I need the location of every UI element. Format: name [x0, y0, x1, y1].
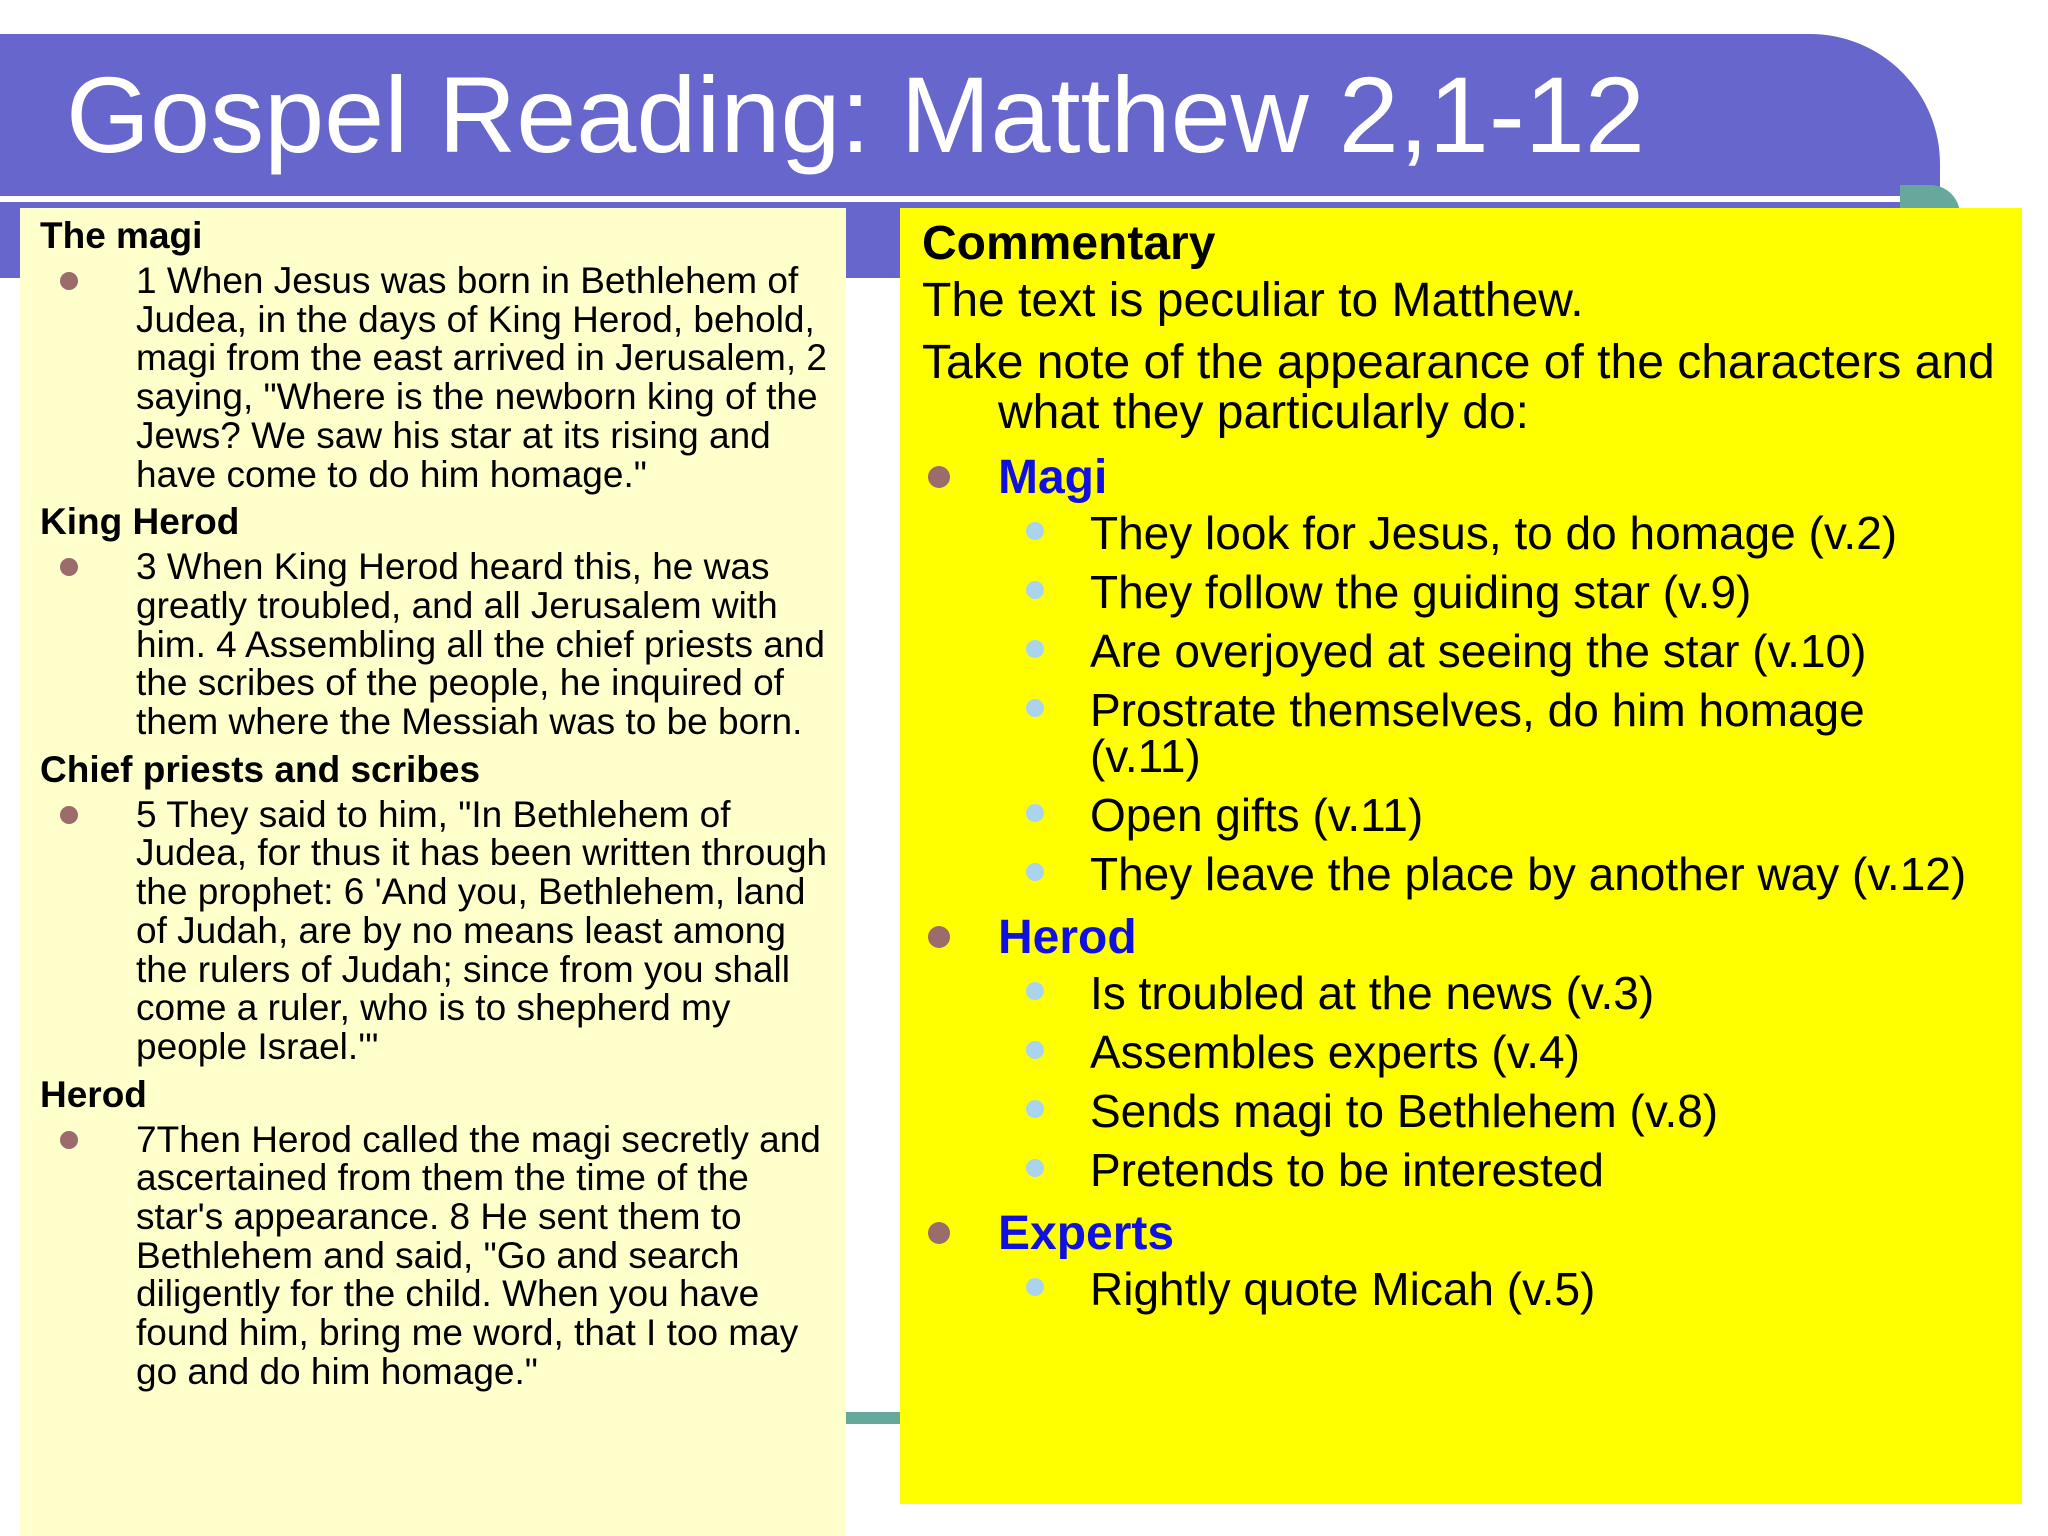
verse-item [40, 1118, 846, 1392]
verse-item [40, 262, 846, 494]
commentary-heading: Commentary [922, 217, 1216, 270]
bullet-icon [60, 1131, 78, 1149]
action-item [922, 967, 2022, 1019]
verse-item [40, 793, 846, 1067]
bullet-icon [1026, 982, 1044, 1000]
scripture-panel [20, 208, 846, 1536]
bullet-icon [60, 272, 78, 290]
character-magi [922, 450, 2022, 506]
character-experts [922, 1206, 2022, 1262]
action-text: Pretends to be interested [1090, 1144, 1604, 1196]
bullet-icon [1026, 1278, 1044, 1296]
action-item [922, 625, 2022, 677]
character-name: Experts [998, 1207, 1175, 1260]
section-heading: King Herod [40, 501, 240, 543]
action-text: Are overjoyed at seeing the star (v.10) [1090, 625, 1867, 677]
action-item [922, 1026, 2022, 1078]
commentary-panel [900, 208, 2022, 1504]
action-item [922, 1085, 2022, 1137]
action-text: Prostrate themselves, do him homage (v.11) [1090, 684, 1865, 782]
bullet-icon [60, 558, 78, 576]
bullet-icon [1026, 863, 1044, 881]
action-text: Rightly quote Micah (v.5) [1090, 1263, 1596, 1315]
action-item [922, 1144, 2022, 1196]
commentary-intro: The text is peculiar to Matthew. [922, 274, 1584, 327]
action-item [922, 848, 2022, 900]
action-item [922, 507, 2022, 559]
bullet-icon [928, 466, 950, 488]
bullet-icon [1026, 699, 1044, 717]
verse-item [40, 548, 846, 742]
action-item [922, 1263, 2022, 1315]
commentary-instruction: Take note of the appearance of the characters and what they particularly do: [922, 336, 1995, 439]
section-heading: Herod [40, 1073, 147, 1115]
bullet-icon [928, 926, 950, 948]
character-herod [922, 910, 2022, 966]
accent-line [0, 196, 1930, 202]
action-item [922, 789, 2022, 841]
bullet-icon [1026, 581, 1044, 599]
bullet-icon [1026, 1041, 1044, 1059]
action-text: They leave the place by another way (v.12) [1090, 848, 1967, 900]
verse-text: 7Then Herod called the magi secretly and ascertained from them the time of the star's appearance. 8 He sent them to Bethlehem and said, "Go and search diligently for the child. When you have found him, bring me word, that I too may go and do him homage." [136, 1118, 821, 1392]
verse-text: 1 When Jesus was born in Bethlehem of Judea, in the days of King Herod, behold, magi from the east arrived in Jerusalem, 2 saying, "Where is the newborn king of the Jews? We saw his star at its rising and have come to do him homage." [136, 260, 827, 495]
action-text: They follow the guiding star (v.9) [1090, 566, 1752, 618]
section-heading: Chief priests and scribes [40, 748, 481, 790]
bullet-icon [1026, 522, 1044, 540]
section-heading: The magi [40, 215, 203, 256]
slide-title: Gospel Reading: Matthew 2,1-12 [66, 54, 1645, 175]
bullet-icon [928, 1222, 950, 1244]
character-name: Herod [998, 911, 1137, 964]
action-text: Sends magi to Bethlehem (v.8) [1090, 1085, 1719, 1137]
bullet-icon [60, 806, 78, 824]
action-item [922, 566, 2022, 618]
bullet-icon [1026, 1100, 1044, 1118]
verse-text: 5 They said to him, "In Bethlehem of Judea, for thus it has been written through the prophet: 6 'And you, Bethlehem, land of Judah, are by no means least among the rulers of Judah; since from you shall come a ruler, who is to shepherd my people Israel.'" [136, 793, 828, 1067]
character-name: Magi [998, 451, 1108, 504]
action-text: They look for Jesus, to do homage (v.2) [1090, 507, 1898, 559]
action-text: Open gifts (v.11) [1090, 789, 1424, 841]
bullet-icon [1026, 1159, 1044, 1177]
action-text: Assembles experts (v.4) [1090, 1026, 1580, 1078]
action-text: Is troubled at the news (v.3) [1090, 967, 1655, 1019]
bullet-icon [1026, 804, 1044, 822]
bullet-icon [1026, 640, 1044, 658]
action-item [922, 684, 2022, 782]
verse-text: 3 When King Herod heard this, he was greatly troubled, and all Jerusalem with him. 4 Assembling all the chief priests and the scribes of the people, he inquired of them where the Messiah was to be born. [136, 546, 825, 743]
